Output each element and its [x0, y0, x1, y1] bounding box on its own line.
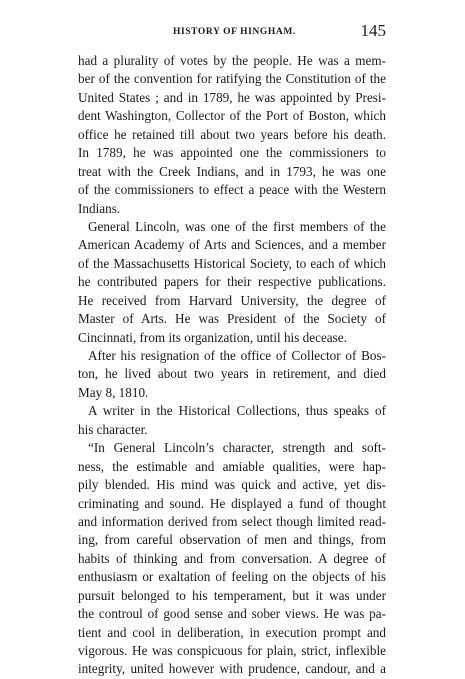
text-line: vigorous. He was conspicuous for plain, strict, inflexible — [78, 643, 386, 658]
text-line: General Lincoln, was one of the first members of the — [88, 218, 386, 234]
text-line: May 8, 1810. — [78, 384, 149, 400]
running-head: HISTORY OF HINGHAM. — [173, 27, 296, 37]
text-line: criminating and sound. He displayed a fund of thought — [78, 495, 386, 511]
text-line: Indians. — [78, 200, 121, 216]
text-line: A writer in the Historical Collections, thus speaks of — [88, 403, 386, 419]
text-line: ness, the estimable and amiable qualities, were hap- — [78, 458, 386, 474]
text-line: Master of Arts. He was President of the Society of — [78, 311, 386, 327]
text-line: habits of thinking and from conversation. A degree of — [78, 550, 386, 566]
body-text — [78, 52, 386, 679]
text-line: In 1789, he was appointed one the commissioners to — [78, 145, 386, 161]
text-line: American Academy of Arts and Sciences, and a member — [78, 237, 386, 253]
text-line: office he retained till about two years before his death. — [78, 126, 386, 142]
page-header — [78, 21, 386, 43]
text-line: He received from Harvard University, the degree of — [78, 292, 386, 308]
text-line: tient and cool in deliberation, in execution prompt and — [78, 624, 386, 640]
text-line: “In General Lincoln’s character, strength and soft- — [88, 440, 386, 456]
text-line: enthusiasm or exaltation of feeling on the objects of his — [78, 569, 386, 585]
text-line: United States ; and in 1789, he was appointed by Presi- — [78, 89, 386, 105]
text-line: After his resignation of the office of Collector of Bos- — [88, 348, 386, 363]
text-line: treat with the Creek Indians, and in 1793, he was one — [78, 163, 386, 179]
text-line: pily blended. His mind was quick and active, yet dis- — [78, 477, 386, 493]
text-line: ton, he lived about two years in retirement, and died — [78, 366, 386, 382]
text-line: integrity, united however with prudence, candour, and a — [78, 661, 386, 677]
text-line: pursuit belonged to his temperament, but it was under — [78, 587, 386, 603]
text-line: had a plurality of votes by the people. He was a mem- — [78, 53, 386, 68]
text-line: Cincinnati, from its organization, until his decease. — [78, 329, 347, 345]
page-number: 145 — [360, 21, 386, 40]
text-line: dent Washington, Collector of the Port of Boston, which — [78, 108, 386, 124]
text-line: ing, from careful observation of men and things, from — [78, 532, 386, 548]
text-line: the controul of good sense and sober views. He was pa- — [78, 606, 386, 622]
text-line: he contributed papers for their respective publications. — [78, 274, 386, 290]
text-line: his character. — [78, 421, 148, 437]
text-line: ber of the convention for ratifying the Constitution of the — [78, 71, 386, 87]
text-line: of the commissioners to effect a peace with the Western — [78, 182, 386, 198]
text-line: and information derived from select though limited read- — [78, 513, 386, 529]
text-line: of the Massachusetts Historical Society, to each of which — [78, 255, 386, 271]
